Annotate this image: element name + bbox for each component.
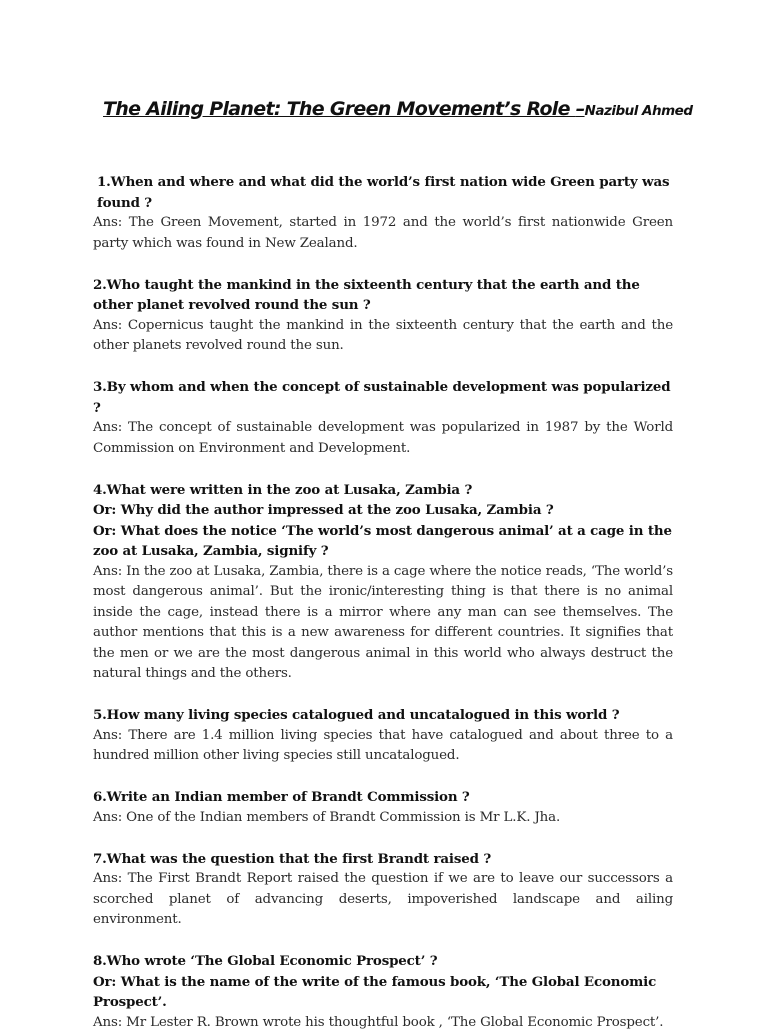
- answer-5: Ans: There are 1.4 million living species that have catalogued and about three to a hundred million other living species still uncatalogued.: [93, 726, 673, 767]
- title-dash: –: [576, 98, 585, 120]
- qa-item-2: [93, 275, 673, 357]
- qa-item-7: [93, 849, 673, 931]
- question-1: 1.When and where and what did the world’s first nation wide Green party was found ?: [93, 172, 673, 213]
- answer-3: Ans: The concept of sustainable development was popularized in 1987 by the World Commission on Environment and Development.: [93, 418, 673, 459]
- question-4-alt-2: Or: What does the notice ‘The world’s most dangerous animal’ at a cage in the zoo at Lusaka, Zambia, signify ?: [93, 521, 673, 562]
- question-5: 5.How many living species catalogued and uncatalogued in this world ?: [93, 705, 673, 726]
- question-3: 3.By whom and when the concept of sustainable development was popularized ?: [93, 377, 673, 418]
- qa-item-3: [93, 377, 673, 459]
- question-4-alt-1: Or: Why did the author impressed at the zoo Lusaka, Zambia ?: [93, 500, 673, 521]
- qa-item-6: [93, 787, 673, 828]
- question-8: 8.Who wrote ‘The Global Economic Prospect’ ?: [93, 951, 673, 972]
- question-2: 2.Who taught the mankind in the sixteenth century that the earth and the other planet revolved round the sun ?: [93, 275, 673, 316]
- document-title: The Ailing Planet: The Green Movement’s Role: [103, 98, 576, 120]
- qa-item-1: [93, 172, 673, 254]
- answer-8: Ans: Mr Lester R. Brown wrote his thoughtful book , ‘The Global Economic Prospect’.: [93, 1013, 673, 1033]
- question-6: 6.Write an Indian member of Brandt Commission ?: [93, 787, 673, 808]
- question-7: 7.What was the question that the first Brandt raised ?: [93, 849, 673, 870]
- answer-2: Ans: Copernicus taught the mankind in the sixteenth century that the earth and the other planets revolved round the sun.: [93, 316, 673, 357]
- answer-6: Ans: One of the Indian members of Brandt Commission is Mr L.K. Jha.: [93, 808, 673, 829]
- qa-item-4: [93, 480, 673, 685]
- question-8-alt-1: Or: What is the name of the write of the famous book, ‘The Global Economic Prospect’.: [93, 972, 673, 1013]
- qa-item-8: [93, 951, 673, 1033]
- answer-7: Ans: The First Brandt Report raised the question if we are to leave our successors a scorched planet of advancing deserts, impoverished landscape and ailing environment.: [93, 869, 673, 931]
- answer-4: Ans: In the zoo at Lusaka, Zambia, there is a cage where the notice reads, ‘The world’s most dangerous animal’. But the ironic/interesting thing is that there is no animal inside the cage, instead there is a mirror where any man can see themselves. The author mentions that this is a new awareness for different countries. It signifies that the men or we are the most dangerous animal in this world who always destruct the natural things and the others.: [93, 562, 673, 685]
- document-author: Nazibul Ahmed: [585, 103, 693, 119]
- title-line: [93, 98, 673, 120]
- answer-1: Ans: The Green Movement, started in 1972 and the world’s first nationwide Green party which was found in New Zealand.: [93, 213, 673, 254]
- question-4: 4.What were written in the zoo at Lusaka, Zambia ?: [93, 480, 673, 501]
- qa-item-5: [93, 705, 673, 767]
